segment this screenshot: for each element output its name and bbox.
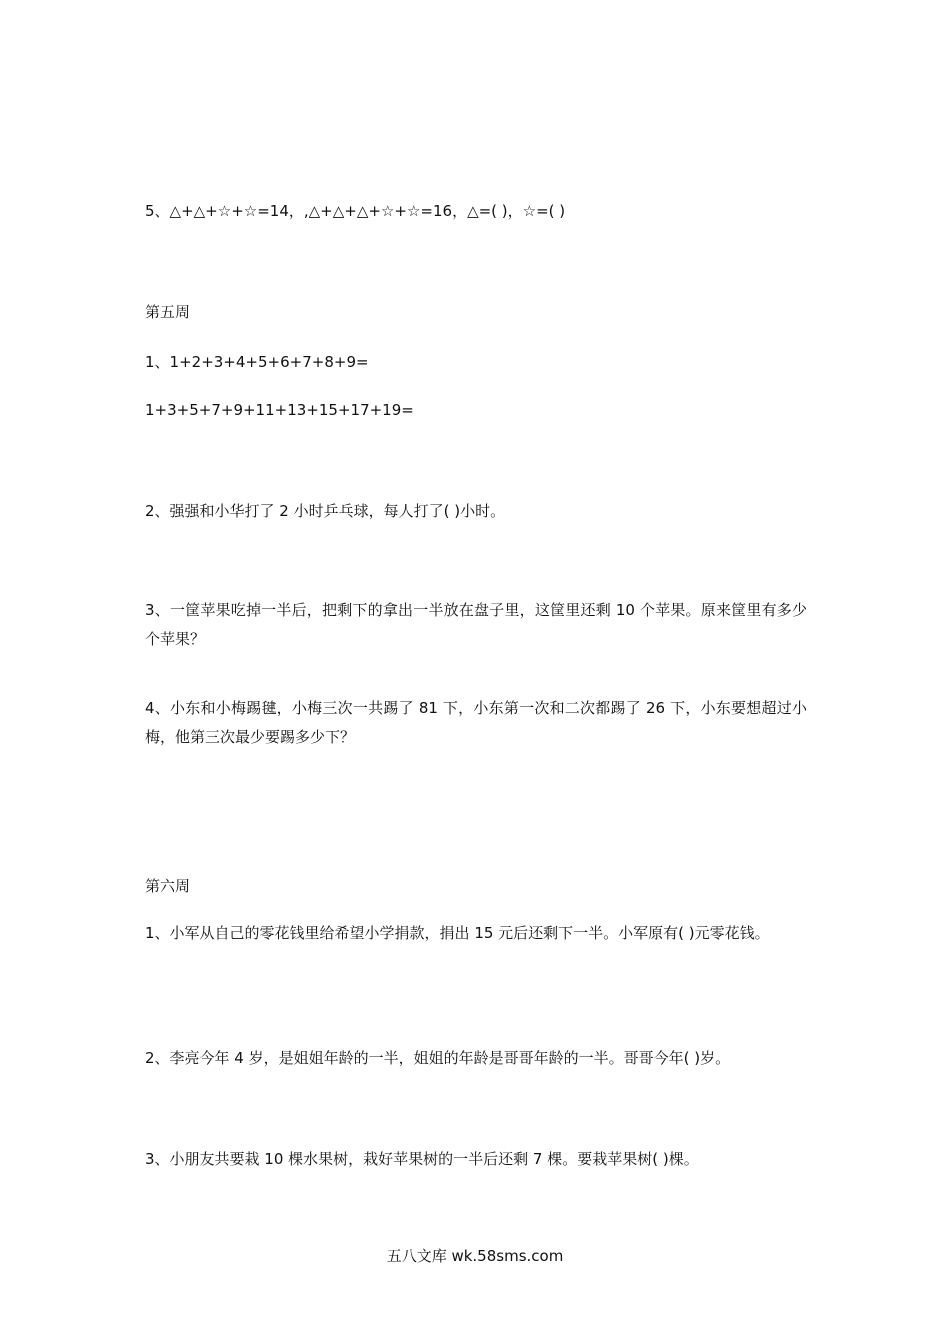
- week5-question-1-line-2: 1+3+5+7+9+11+13+15+17+19=: [145, 401, 414, 419]
- week5-question-1-line-1: 1、1+2+3+4+5+6+7+8+9=: [145, 353, 369, 371]
- week5-question-3: 3、一筐苹果吃掉一半后，把剩下的拿出一半放在盘子里，这筐里还剩 10 个苹果。原来筐里有多少个苹果？: [145, 601, 807, 648]
- week5-heading: 第五周: [145, 303, 191, 321]
- week5-question-2: 2、强强和小华打了 2 小时乒乓球，每人打了( )小时。: [145, 502, 506, 520]
- week4-question-5: 5、△+△+☆+☆=14，,△+△+△+☆+☆=16，△=( )，☆=( ): [145, 202, 566, 220]
- week6-question-1: 1、小军从自己的零花钱里给希望小学捐款，捐出 15 元后还剩下一半。小军原有( )元零花钱。: [145, 924, 770, 942]
- week6-question-3: 3、小朋友共要栽 10 棵水果树，栽好苹果树的一半后还剩 7 棵。要栽苹果树( )棵。: [145, 1150, 699, 1168]
- week6-heading: 第六周: [145, 877, 191, 895]
- week6-question-2: 2、李亮今年 4 岁，是姐姐年龄的一半，姐姐的年龄是哥哥年龄的一半。哥哥今年( )岁。: [145, 1049, 731, 1067]
- footer-watermark: 五八文库 wk.58sms.com: [386, 1247, 564, 1265]
- week5-question-4: 4、小东和小梅踢毽，小梅三次一共踢了 81 下，小东第一次和二次都踢了 26 下，小东要想超过小梅，他第三次最少要踢多少下？: [145, 699, 807, 746]
